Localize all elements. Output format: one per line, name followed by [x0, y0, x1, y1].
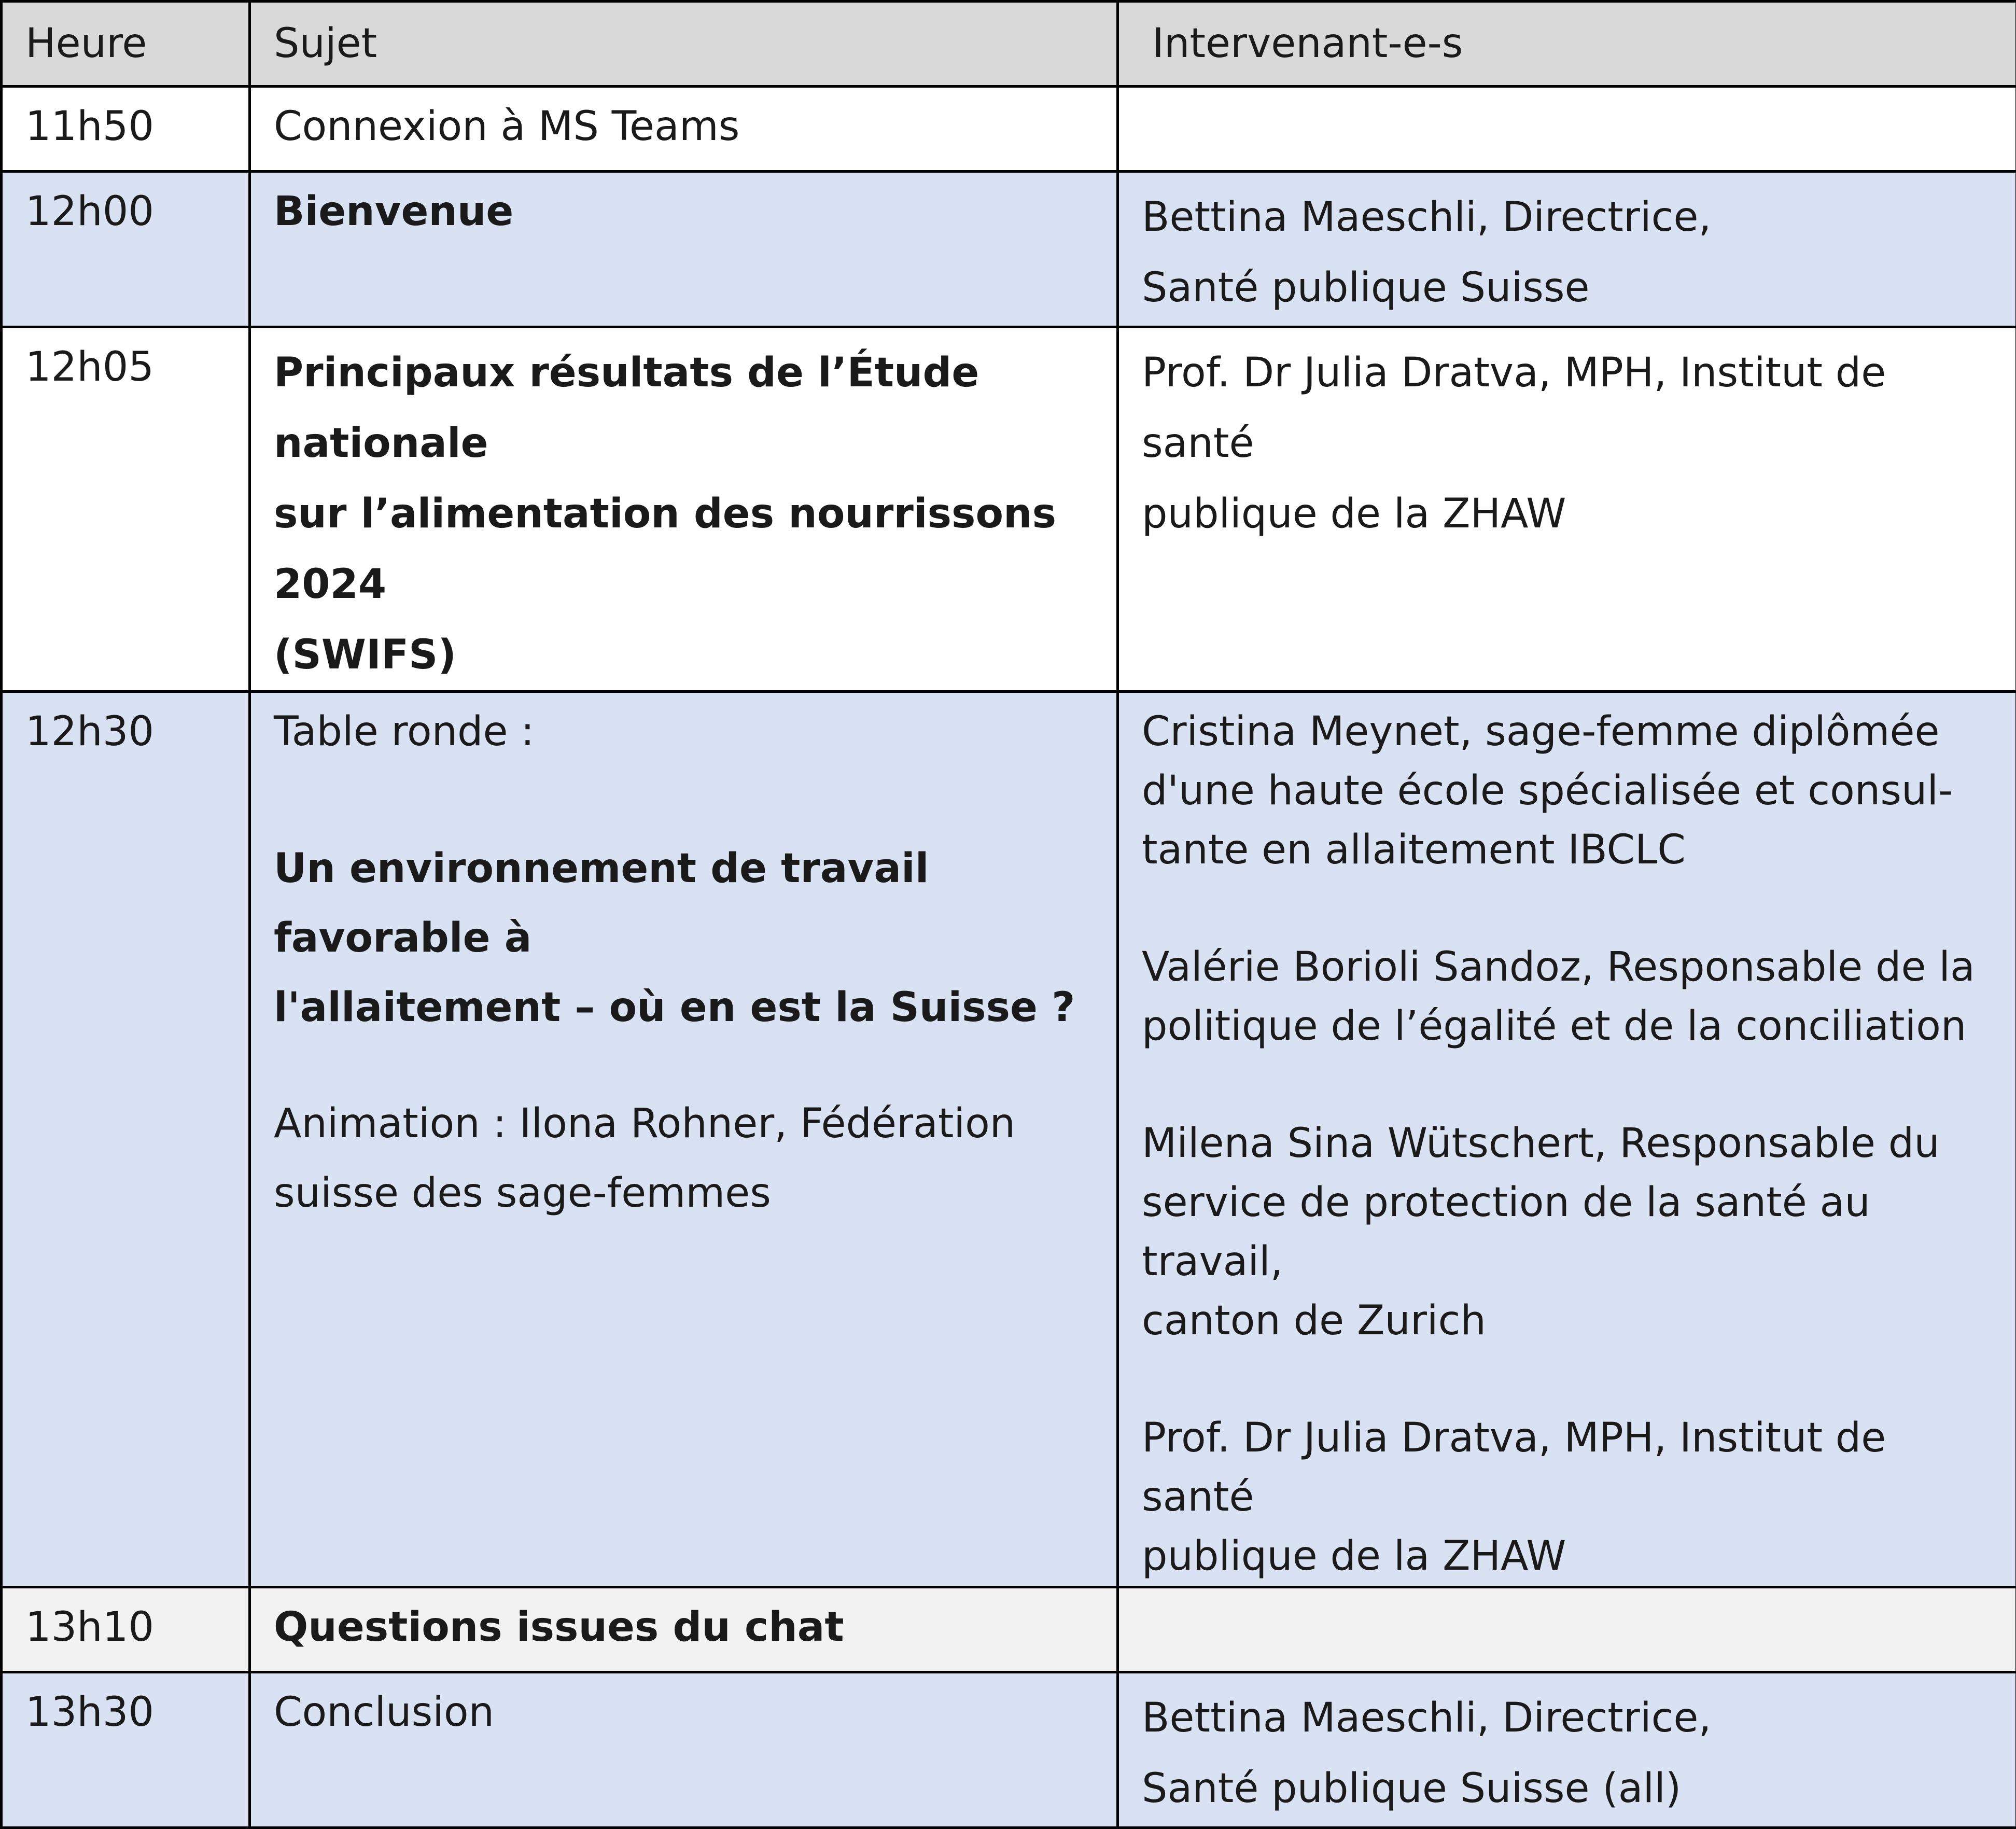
- speaker-group: [1142, 938, 2000, 1056]
- speaker-line: Santé publique Suisse (all): [1142, 1753, 2000, 1824]
- table-row: [2, 1672, 2016, 1828]
- subject-cell: Questions issues du chat: [250, 1587, 1118, 1672]
- table-row: [2, 1587, 2016, 1672]
- subject-cell: Connexion à MS Teams: [250, 87, 1118, 172]
- subject-line: Principaux résultats de l’Étude nationale: [274, 338, 1094, 479]
- speakers-cell: [1118, 692, 2016, 1587]
- roundtable-title: Table ronde :: [274, 702, 1094, 761]
- header-row: [2, 2, 2016, 87]
- speaker-line: Bettina Maeschli, Directrice,: [1142, 182, 2000, 253]
- speaker-group: [1142, 1408, 2000, 1586]
- subject-cell: [250, 692, 1118, 1587]
- speakers-cell: [1118, 327, 2016, 692]
- subject-cell: [250, 327, 1118, 692]
- topic-line: Un environnement de travail favorable à: [274, 834, 1094, 973]
- table-header: [2, 2, 2016, 87]
- speaker-line: Cristina Meynet, sage-femme diplômée: [1142, 702, 2000, 761]
- roundtable-moderation: [274, 1089, 1094, 1228]
- speaker-line: Prof. Dr Julia Dratva, MPH, Institut de santé: [1142, 338, 2000, 479]
- header-time: Heure: [2, 2, 250, 87]
- speakers-cell: [1118, 172, 2016, 327]
- moderation-line: suisse des sage-femmes: [274, 1158, 1094, 1228]
- table-row: [2, 87, 2016, 172]
- speaker-line: publique de la ZHAW: [1142, 479, 2000, 549]
- subject-cell: Conclusion: [250, 1672, 1118, 1828]
- table-row: [2, 692, 2016, 1587]
- speaker-line: politique de l’égalité et de la conciliation: [1142, 997, 2000, 1056]
- speaker-line: tante en allaitement IBCLC: [1142, 820, 2000, 879]
- speaker-line: Valérie Borioli Sandoz, Responsable de la: [1142, 938, 2000, 997]
- time-cell: 12h30: [2, 692, 250, 1587]
- table-row: [2, 172, 2016, 327]
- moderation-line: Animation : Ilona Rohner, Fédération: [274, 1089, 1094, 1158]
- speaker-line: Bettina Maeschli, Directrice,: [1142, 1683, 2000, 1753]
- subject-cell: Bienvenue: [250, 172, 1118, 327]
- table-row: [2, 327, 2016, 692]
- speaker-line: publique de la ZHAW: [1142, 1527, 2000, 1586]
- roundtable-topic: [274, 834, 1094, 1042]
- time-cell: 13h30: [2, 1672, 250, 1828]
- subject-line: sur l’alimentation des nourrissons 2024: [274, 479, 1094, 620]
- speakers-cell: [1118, 1672, 2016, 1828]
- speaker-line: d'une haute école spécialisée et consul-: [1142, 761, 2000, 820]
- speaker-group: [1142, 1114, 2000, 1350]
- speaker-group: [1142, 702, 2000, 879]
- speaker-line: Milena Sina Wütschert, Responsable du: [1142, 1114, 2000, 1173]
- time-cell: 12h00: [2, 172, 250, 327]
- speaker-line: Prof. Dr Julia Dratva, MPH, Institut de santé: [1142, 1408, 2000, 1527]
- speaker-line: Santé publique Suisse: [1142, 253, 2000, 323]
- time-cell: 13h10: [2, 1587, 250, 1672]
- subject-line: (SWIFS): [274, 620, 1094, 690]
- header-speakers: Intervenant-e-s: [1118, 2, 2016, 87]
- header-subject: Sujet: [250, 2, 1118, 87]
- table-body: [2, 87, 2016, 1828]
- topic-line: l'allaitement – où en est la Suisse ?: [274, 973, 1094, 1042]
- time-cell: 12h05: [2, 327, 250, 692]
- speaker-line: service de protection de la santé au travail,: [1142, 1173, 2000, 1291]
- speaker-line: canton de Zurich: [1142, 1291, 2000, 1350]
- time-cell: 11h50: [2, 87, 250, 172]
- speakers-cell: [1118, 1587, 2016, 1672]
- speakers-cell: [1118, 87, 2016, 172]
